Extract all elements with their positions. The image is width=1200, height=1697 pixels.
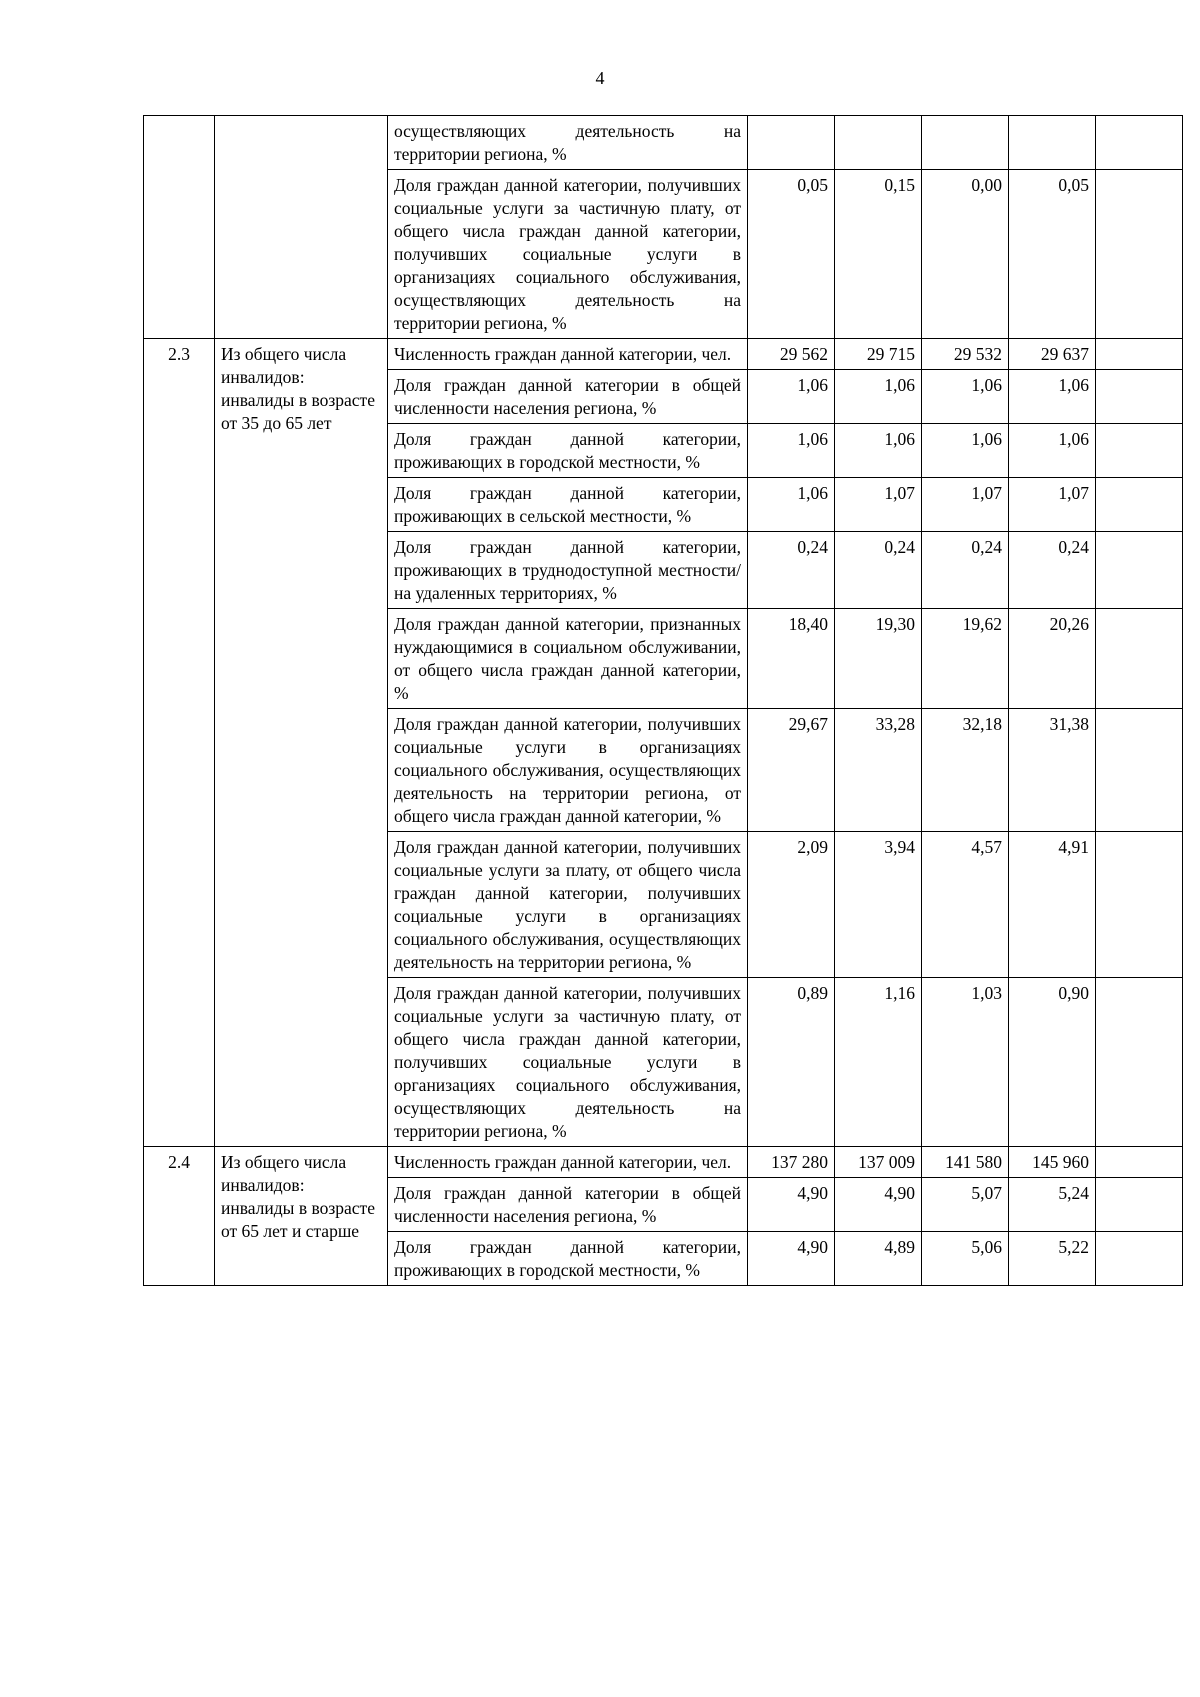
table-row xyxy=(144,116,1183,170)
value-cell: 137 009 xyxy=(835,1147,922,1178)
extra-cell xyxy=(1096,339,1183,370)
value-cell: 0,00 xyxy=(922,170,1009,339)
value-cell: 1,06 xyxy=(922,424,1009,478)
indicator-cell: Доля граждан данной категории в общей численности населения региона, % xyxy=(388,1178,748,1232)
value-cell: 33,28 xyxy=(835,709,922,832)
value-cell: 4,91 xyxy=(1009,832,1096,978)
value-cell: 1,06 xyxy=(748,370,835,424)
extra-cell xyxy=(1096,478,1183,532)
indicator-cell: Доля граждан данной категории, проживающих в труднодоступной местности/на удаленных территориях, % xyxy=(388,532,748,609)
value-cell: 0,24 xyxy=(922,532,1009,609)
category-cell: Из общего числа инвалидов: инвалиды в возрасте от 65 лет и старше xyxy=(215,1147,388,1286)
value-cell: 19,62 xyxy=(922,609,1009,709)
extra-cell xyxy=(1096,1232,1183,1286)
value-cell: 1,06 xyxy=(1009,370,1096,424)
value-cell: 29 532 xyxy=(922,339,1009,370)
value-cell: 1,07 xyxy=(1009,478,1096,532)
value-cell: 19,30 xyxy=(835,609,922,709)
value-cell: 5,22 xyxy=(1009,1232,1096,1286)
value-cell: 5,24 xyxy=(1009,1178,1096,1232)
value-cell xyxy=(922,116,1009,170)
value-cell: 1,06 xyxy=(922,370,1009,424)
row-number: 2.3 xyxy=(144,339,215,1147)
indicator-cell: Доля граждан данной категории, проживающих в сельской местности, % xyxy=(388,478,748,532)
value-cell: 29,67 xyxy=(748,709,835,832)
indicator-cell: Доля граждан данной категории, получивших социальные услуги за плату, от общего числа граждан данной категории, получивших социальные услуги в организациях социального обслуживания, осуществляющих деятельность на территории региона, % xyxy=(388,832,748,978)
value-cell: 0,90 xyxy=(1009,978,1096,1147)
value-cell: 0,24 xyxy=(1009,532,1096,609)
table-row xyxy=(144,339,1183,370)
extra-cell xyxy=(1096,978,1183,1147)
value-cell: 18,40 xyxy=(748,609,835,709)
value-cell: 1,06 xyxy=(748,424,835,478)
table-row xyxy=(144,1147,1183,1178)
value-cell xyxy=(835,116,922,170)
value-cell: 0,05 xyxy=(748,170,835,339)
indicator-cell: Доля граждан данной категории в общей численности населения региона, % xyxy=(388,370,748,424)
extra-cell xyxy=(1096,370,1183,424)
table-body xyxy=(144,116,1183,1286)
extra-cell xyxy=(1096,709,1183,832)
value-cell: 20,26 xyxy=(1009,609,1096,709)
indicator-cell: Доля граждан данной категории, получивших социальные услуги за частичную плату, от общего числа граждан данной категории, получивших социальные услуги в организациях социального обслуживания, осуществляющих деятельность на территории региона, % xyxy=(388,978,748,1147)
category-cell: Из общего числа инвалидов: инвалиды в возрасте от 35 до 65 лет xyxy=(215,339,388,1147)
category-cell xyxy=(215,116,388,339)
indicator-cell: Доля граждан данной категории, признанных нуждающимися в социальном обслуживании, от общего числа граждан данной категории, % xyxy=(388,609,748,709)
indicator-cell: осуществляющих деятельность на территории региона, % xyxy=(388,116,748,170)
value-cell: 0,89 xyxy=(748,978,835,1147)
value-cell: 1,03 xyxy=(922,978,1009,1147)
row-number xyxy=(144,116,215,339)
value-cell: 2,09 xyxy=(748,832,835,978)
value-cell: 4,57 xyxy=(922,832,1009,978)
value-cell: 0,05 xyxy=(1009,170,1096,339)
extra-cell xyxy=(1096,532,1183,609)
indicator-cell: Доля граждан данной категории, получивших социальные услуги в организациях социального обслуживания, осуществляющих деятельность на территории региона, от общего числа граждан данной категории, % xyxy=(388,709,748,832)
extra-cell xyxy=(1096,1147,1183,1178)
value-cell: 1,16 xyxy=(835,978,922,1147)
value-cell: 5,06 xyxy=(922,1232,1009,1286)
extra-cell xyxy=(1096,170,1183,339)
page-number: 4 xyxy=(595,68,605,88)
value-cell: 141 580 xyxy=(922,1147,1009,1178)
value-cell: 145 960 xyxy=(1009,1147,1096,1178)
extra-cell xyxy=(1096,424,1183,478)
value-cell xyxy=(748,116,835,170)
value-cell xyxy=(1009,116,1096,170)
value-cell: 137 280 xyxy=(748,1147,835,1178)
value-cell: 1,06 xyxy=(1009,424,1096,478)
value-cell: 31,38 xyxy=(1009,709,1096,832)
value-cell: 1,06 xyxy=(748,478,835,532)
indicators-table xyxy=(143,115,1183,1286)
value-cell: 4,90 xyxy=(748,1232,835,1286)
row-number: 2.4 xyxy=(144,1147,215,1286)
extra-cell xyxy=(1096,609,1183,709)
indicator-cell: Численность граждан данной категории, чел. xyxy=(388,1147,748,1178)
value-cell: 0,15 xyxy=(835,170,922,339)
value-cell: 0,24 xyxy=(748,532,835,609)
indicator-cell: Доля граждан данной категории, получивших социальные услуги за частичную плату, от общего числа граждан данной категории, получивших социальные услуги в организациях социального обслуживания, осуществляющих деятельность на территории региона, % xyxy=(388,170,748,339)
value-cell: 29 715 xyxy=(835,339,922,370)
value-cell: 4,89 xyxy=(835,1232,922,1286)
extra-cell xyxy=(1096,1178,1183,1232)
value-cell: 1,07 xyxy=(922,478,1009,532)
indicator-cell: Доля граждан данной категории, проживающих в городской местности, % xyxy=(388,1232,748,1286)
indicator-cell: Доля граждан данной категории, проживающих в городской местности, % xyxy=(388,424,748,478)
value-cell: 29 562 xyxy=(748,339,835,370)
value-cell: 3,94 xyxy=(835,832,922,978)
value-cell: 1,06 xyxy=(835,370,922,424)
value-cell: 1,06 xyxy=(835,424,922,478)
extra-cell xyxy=(1096,832,1183,978)
extra-cell xyxy=(1096,116,1183,170)
value-cell: 5,07 xyxy=(922,1178,1009,1232)
indicator-cell: Численность граждан данной категории, чел. xyxy=(388,339,748,370)
value-cell: 0,24 xyxy=(835,532,922,609)
value-cell: 1,07 xyxy=(835,478,922,532)
value-cell: 4,90 xyxy=(748,1178,835,1232)
value-cell: 32,18 xyxy=(922,709,1009,832)
value-cell: 29 637 xyxy=(1009,339,1096,370)
value-cell: 4,90 xyxy=(835,1178,922,1232)
